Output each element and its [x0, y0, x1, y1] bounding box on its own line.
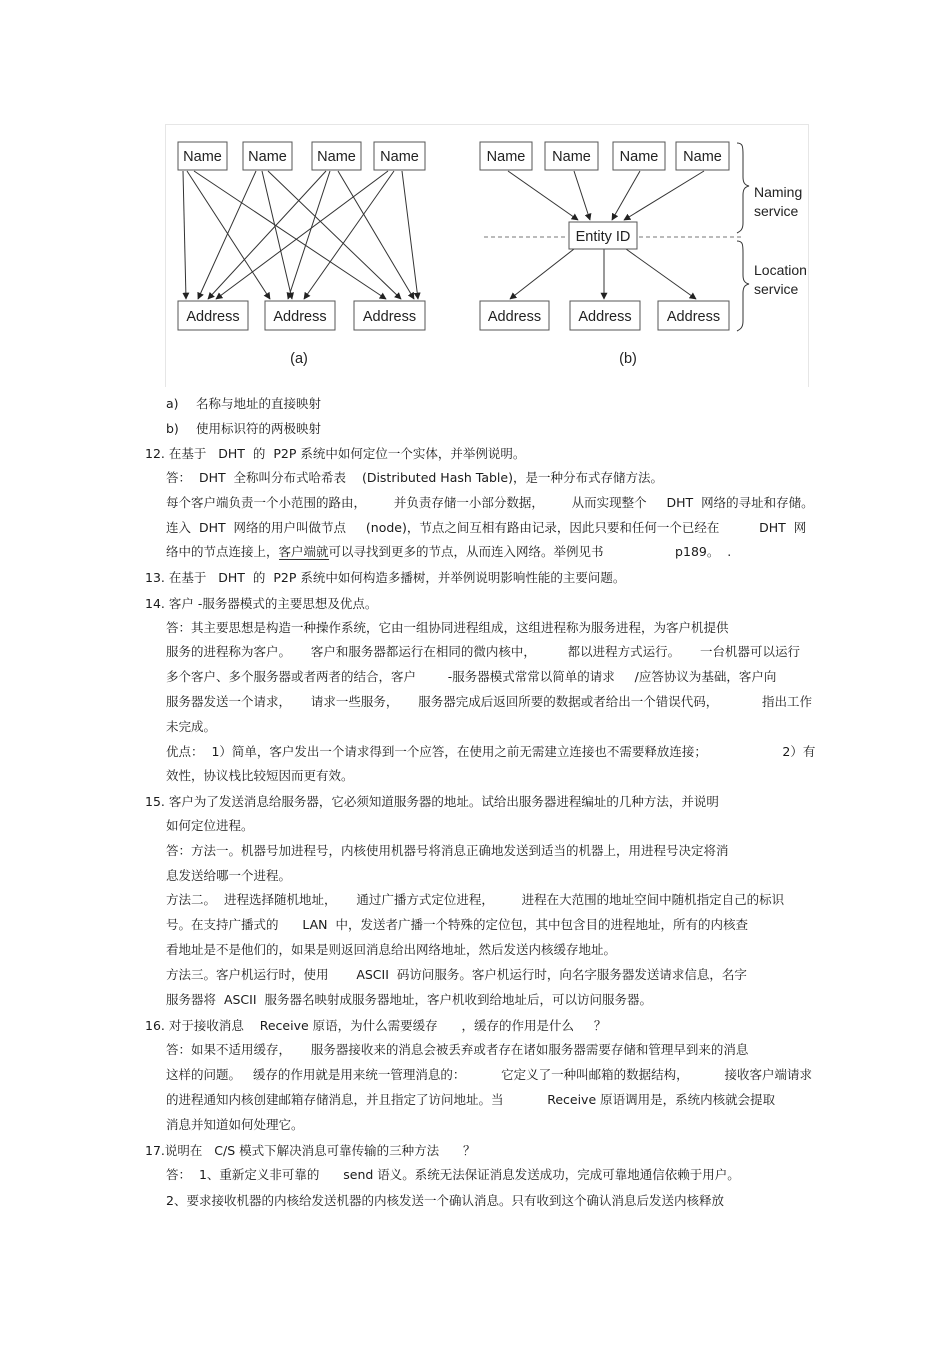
answer-line: 服务器将 ASCII 服务器名映射成服务器地址，客户机收到给地址后，可以访问服务器。 [166, 992, 652, 1007]
answer-line: 答：如果不适用缓存， 服务器接收来的消息会被丢弃或者存在诸如服务器需要存储和管理早到来的消息 [166, 1042, 749, 1057]
answer-line: 每个客户端负责一个小范围的路由， 并负责存储一小部分数据， 从而实现整个 DHT 网络的寻址和存储。 [166, 495, 814, 510]
location-service-label-2: service [754, 281, 799, 297]
question-17: 17.说明在 C/S 模式下解决消息可靠传输的三种方法 ？ [145, 1143, 476, 1158]
question-15-cont: 如何定位进程。 [166, 818, 254, 833]
location-service-label-1: Location [754, 262, 807, 278]
answer-line: 优点： 1）简单，客户发出一个请求得到一个应答，在使用之前无需建立连接也不需要释放连接； 2）有 [166, 744, 816, 759]
answer-text: 络中的节点连接上， [166, 544, 279, 559]
address-label-b2: Address [578, 309, 632, 325]
answer-line: 多个客户、多个服务器或者两者的结合，客户 -服务器模式常常以简单的请求 /应答协议为基础，客户向 [166, 669, 777, 684]
name-label-b3: Name [619, 149, 659, 165]
answer-line: 服务的进程称为客户。 客户和服务器都运行在相同的微内核中， 都以进程方式运行。 一台机器可以运行 [166, 644, 801, 659]
question-13: 13. 在基于 DHT 的 P2P 系统中如何构造多播树，并举例说明影响性能的主要问题。 [145, 570, 626, 585]
answer-line: 2、要求接收机器的内核给发送机器的内核发送一个确认消息。只有收到这个确认消息后发送内核释放 [166, 1193, 724, 1208]
name-label-b4: Name [683, 149, 722, 165]
caption-b: (b) [619, 351, 637, 367]
answer-line: 这样的问题。 缓存的作用就是用来统一管理消息的： 它定义了一种叫邮箱的数据结构， 接收客户端请求 [166, 1067, 812, 1082]
address-label-a3: Address [362, 309, 417, 325]
caption-a-mark: a) [166, 396, 179, 411]
naming-service-label-1: Naming [754, 184, 803, 200]
caption-b-text: 使用标识符的两极映射 [196, 421, 322, 436]
answer-line: 服务器发送一个请求， 请求一些服务， 服务器完成后返回所要的数据或者给出一个错误代码， 指出工作 [166, 694, 812, 709]
name-label-a2: Name [248, 149, 287, 165]
answer-line: 答： 1、重新定义非可靠的 send 语义。系统无法保证消息发送成功，完成可靠地通信依赖于用户。 [166, 1167, 740, 1182]
answer-text: 可以寻找到更多的节点，从而连入网络。举例见书 p189。 . [328, 544, 732, 559]
question-16: 16. 对于接收消息 Receive 原语，为什么需要缓存 ，缓存的作用是什么 ？ [145, 1018, 607, 1033]
address-label-b3: Address [666, 309, 721, 325]
address-label-b1: Address [487, 309, 542, 325]
naming-service-label-2: service [754, 203, 799, 219]
underlined-text: 客户端就 [278, 544, 329, 559]
address-label-a1: Address [186, 309, 240, 325]
question-14: 14. 客户 -服务器模式的主要思想及优点。 [145, 596, 378, 611]
name-label-b1: Name [486, 149, 526, 165]
name-label-a3: Name [317, 149, 356, 165]
answer-line: 答：其主要思想是构造一种操作系统，它由一组协同进程组成，这组进程称为服务进程，为客户机提供 [166, 620, 729, 635]
caption-a-text: 名称与地址的直接映射 [196, 396, 322, 411]
name-label-a1: Name [183, 149, 222, 165]
answer-line: 连入 DHT 网络的用户叫做节点 (node)，节点之间互相有路由记录，因此只要和任何一个已经在 DHT 网 [166, 520, 807, 535]
answer-line [166, 543, 731, 561]
caption-b-mark: b) [166, 421, 179, 436]
answer-line: 方法三。客户机运行时，使用 ASCII 码访问服务。客户机运行时，向名字服务器发送请求信息，名字 [166, 967, 747, 982]
answer-line: 看地址是不是他们的，如果是则返回消息给出网络地址，然后发送内核缓存地址。 [166, 942, 617, 957]
answer-line: 答：方法一。机器号加进程号，内核使用机器号将消息正确地发送到适当的机器上，用进程号决定将消 [166, 843, 729, 858]
answer-line: 效性，协议栈比较短因而更有效。 [166, 768, 354, 783]
answer-line: 息发送给哪一个进程。 [166, 868, 292, 883]
question-15: 15. 客户为了发送消息给服务器，它必须知道服务器的地址。试给出服务器进程编址的几种方法，并说明 [145, 794, 719, 809]
answer-line: 答： DHT 全称叫分布式哈希表 (Distributed Hash Table)，是一种分布式存储方法。 [166, 470, 663, 485]
name-label-a4: Name [380, 149, 419, 165]
answer-line: 方法二。 进程选择随机地址， 通过广播方式定位进程， 进程在大范围的地址空间中随机指定自己的标识 [166, 892, 785, 907]
answer-line: 未完成。 [166, 719, 217, 734]
answer-line: 号。在支持广播式的 LAN 中，发送者广播一个特殊的定位包，其中包含目的进程地址，所有的内核查 [166, 917, 748, 932]
answer-line: 消息并知道如何处理它。 [166, 1117, 304, 1132]
caption-a: (a) [290, 351, 308, 367]
question-12: 12. 在基于 DHT 的 P2P 系统中如何定位一个实体，并举例说明。 [145, 446, 526, 461]
address-label-a2: Address [273, 309, 327, 325]
name-label-b2: Name [552, 149, 591, 165]
entity-id-label: Entity ID [575, 229, 631, 245]
naming-figure [165, 124, 809, 387]
answer-line: 的进程通知内核创建邮箱存储消息，并且指定了访问地址。当 Receive 原语调用是，系统内核就会提取 [166, 1092, 776, 1107]
